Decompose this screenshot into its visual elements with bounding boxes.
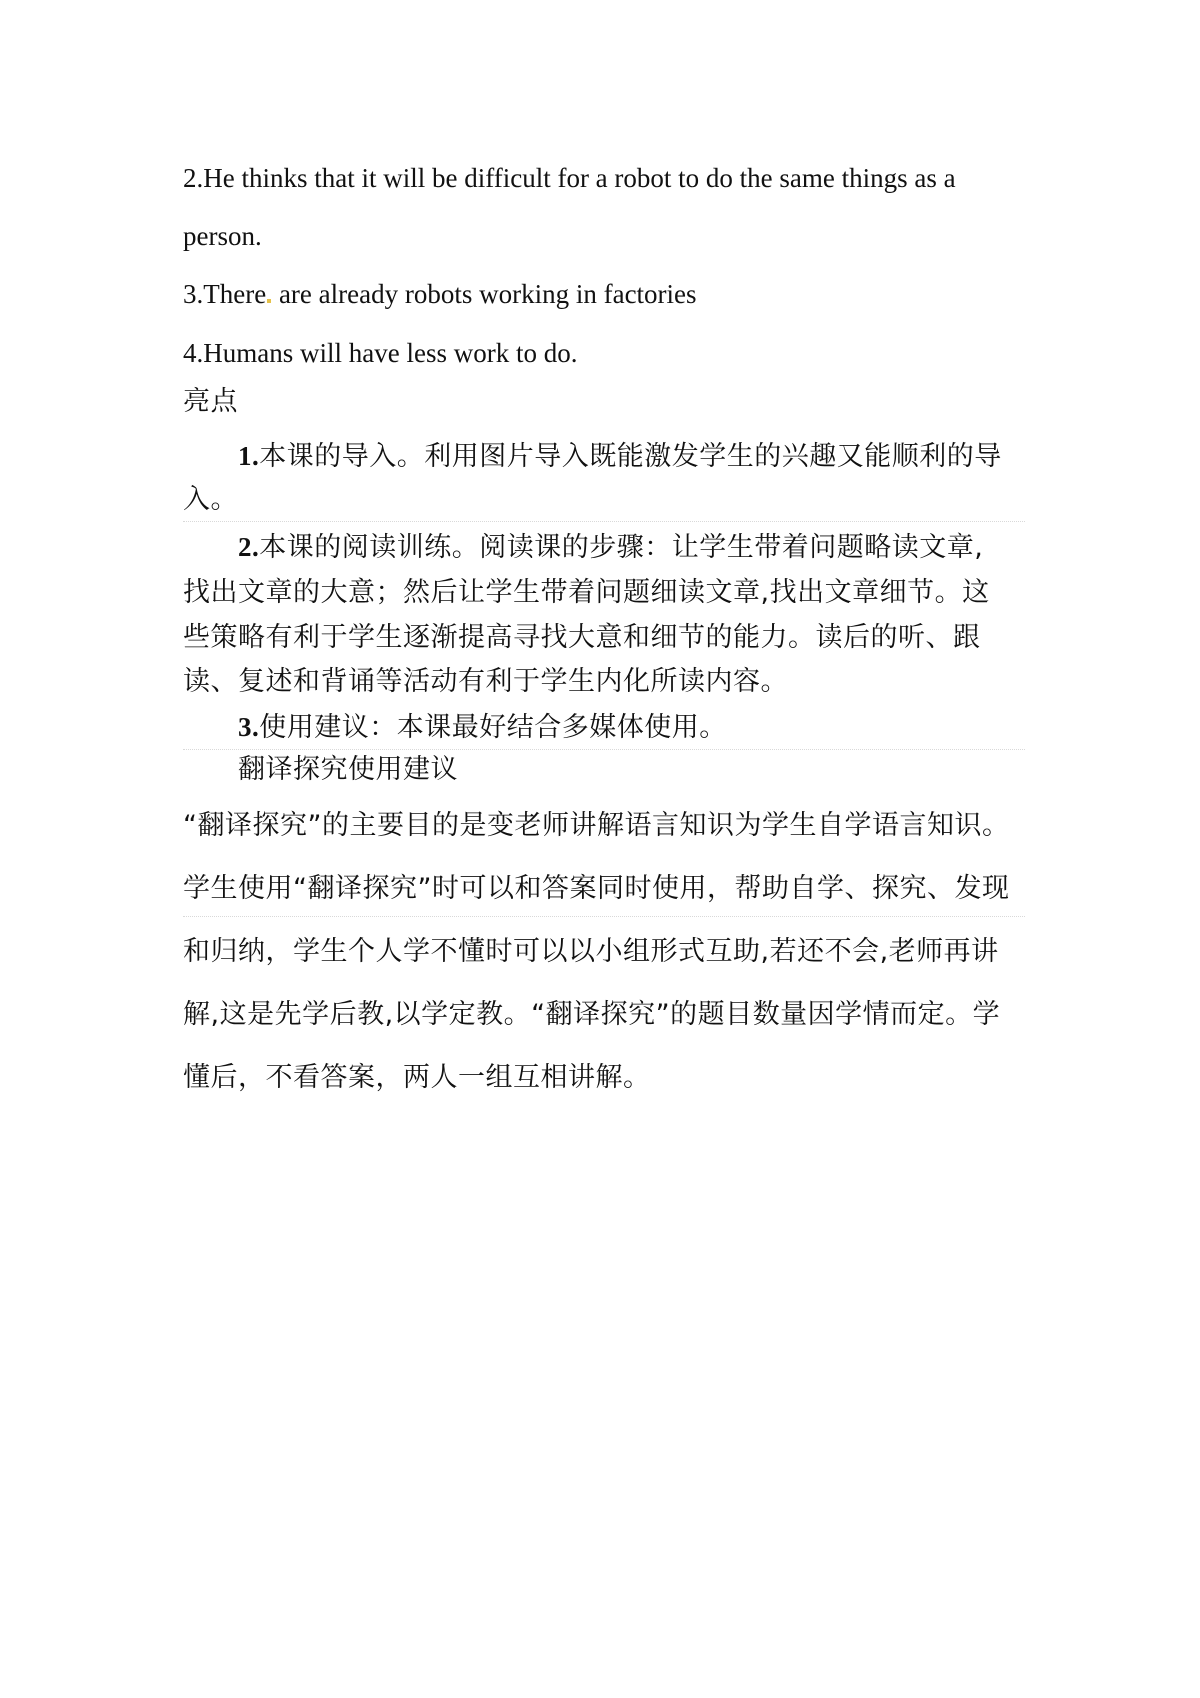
- answer-3-rest: are already robots working in factories: [278, 279, 697, 309]
- translation-line-1: “翻译探究”的主要目的是变老师讲解语言知识为学生自学语言知识。: [183, 810, 1010, 841]
- highlight-1-line-1: [238, 439, 1080, 474]
- translation-line-5: 懂后，不看答案，两人一组互相讲解。: [183, 1062, 651, 1093]
- highlight-3: [238, 710, 1080, 745]
- dotted-divider: [183, 521, 1025, 522]
- answer-4: 4.Humans will have less work to do.: [183, 338, 578, 368]
- highlight-2-number: 2.: [238, 532, 260, 562]
- translation-line-2: 学生使用“翻译探究”时可以和答案同时使用，帮助自学、探究、发现: [183, 873, 1010, 904]
- highlights-heading: 亮点: [183, 386, 238, 417]
- highlight-1-number: 1.: [238, 441, 260, 471]
- highlight-3-text: 使用建议：本课最好结合多媒体使用。: [259, 712, 727, 743]
- highlight-1-line-2: 入。: [183, 484, 238, 515]
- answer-2-line-2: person.: [183, 221, 262, 251]
- translation-line-3: 和归纳，学生个人学不懂时可以以小组形式互助,若还不会,老师再讲: [183, 936, 999, 967]
- translation-line-4: 解,这是先学后教,以学定教。“翻译探究”的题目数量因学情而定。学: [183, 999, 1001, 1030]
- highlight-2-line-3: 些策略有利于学生逐渐提高寻找大意和细节的能力。读后的听、跟: [183, 622, 981, 653]
- highlight-2-line-2: 找出文章的大意；然后让学生带着问题细读文章,找出文章细节。这: [183, 577, 990, 608]
- translation-heading: 翻译探究使用建议: [238, 754, 458, 785]
- highlight-2-line-1: [238, 530, 1080, 565]
- highlight-2-text: 本课的阅读训练。阅读课的步骤：让学生带着问题略读文章,: [259, 532, 984, 563]
- answer-2-line-1: 2.He thinks that it will be difficult for a robot to do the same things as a: [183, 163, 956, 193]
- answer-3: [183, 277, 697, 311]
- answer-3-start: 3.There: [183, 279, 267, 309]
- highlight-3-number: 3.: [238, 712, 260, 742]
- dotted-divider: [183, 916, 1025, 917]
- highlight-mark: [267, 299, 271, 303]
- highlight-2-line-4: 读、复述和背诵等活动有利于学生内化所读内容。: [183, 666, 788, 697]
- dotted-divider: [183, 749, 1025, 750]
- highlight-1-text: 本课的导入。利用图片导入既能激发学生的兴趣又能顺利的导: [259, 441, 1002, 472]
